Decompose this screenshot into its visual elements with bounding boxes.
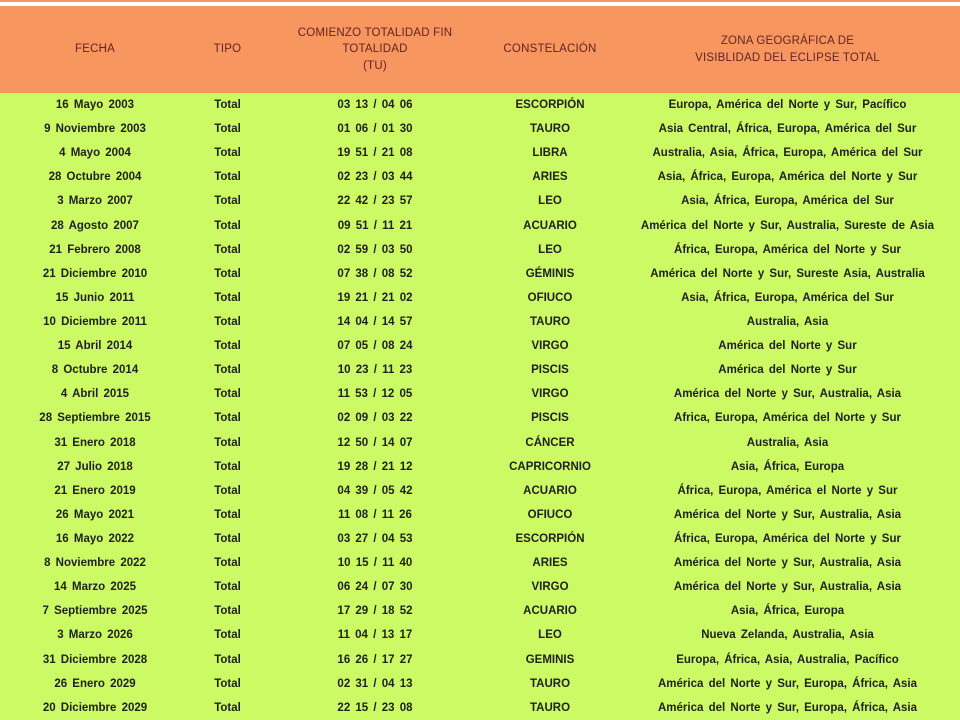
zona-cell: África, Europa, América el Norte y Sur [677, 484, 898, 497]
column-header-fecha: FECHA [75, 43, 115, 56]
constelacion-cell: ACUARIO [523, 605, 577, 618]
constelacion-cell: TAURO [529, 701, 571, 714]
tipo-cell: Total [214, 195, 241, 208]
tipo-cell: Total [214, 605, 241, 618]
tiempo-cell: 10 15 / 11 40 [337, 557, 413, 570]
tiempo-cell: 16 26 / 17 27 [337, 653, 413, 666]
tipo-cell: Total [214, 677, 241, 690]
table-row [0, 382, 960, 406]
fecha-cell: 20 Diciembre 2029 [42, 701, 148, 714]
zona-cell: Australia, Asia, África, Europa, América del Sur [652, 147, 923, 160]
tiempo-cell: 19 28 / 21 12 [337, 460, 413, 473]
fecha-cell: 9 Noviembre 2003 [44, 123, 146, 136]
tiempo-cell: 17 29 / 18 52 [337, 605, 413, 618]
constelacion-cell: ESCORPIÓN [515, 533, 585, 546]
table-row [0, 286, 960, 310]
constelacion-cell: ACUARIO [523, 219, 577, 232]
tipo-cell: Total [214, 460, 241, 473]
tipo-cell: Total [214, 653, 241, 666]
tipo-cell: Total [214, 557, 241, 570]
zona-cell: Asia, África, Europa, América del Sur [681, 291, 894, 304]
fecha-cell: 21 Enero 2019 [54, 484, 136, 497]
tiempo-cell: 11 53 / 12 05 [337, 388, 413, 401]
constelacion-cell: ARIES [532, 171, 568, 184]
tiempo-cell: 19 51 / 21 08 [337, 147, 413, 160]
zona-cell: Asia, África, Europa [730, 460, 845, 473]
fecha-cell: 28 Octubre 2004 [48, 171, 142, 184]
zona-cell: África, Europa, América del Norte y Sur [674, 243, 901, 256]
tiempo-cell: 22 15 / 23 08 [337, 701, 413, 714]
tiempo-cell: 02 23 / 03 44 [337, 171, 413, 184]
tiempo-cell: 03 27 / 04 53 [337, 533, 413, 546]
fecha-cell: 28 Septiembre 2015 [39, 412, 151, 425]
fecha-cell: 28 Agosto 2007 [51, 219, 139, 232]
table-row [0, 696, 960, 720]
constelacion-cell: LEO [538, 195, 562, 208]
fecha-cell: 15 Junio 2011 [55, 291, 135, 304]
constelacion-cell: PISCIS [531, 364, 569, 377]
constelacion-cell: OFIUCO [527, 291, 573, 304]
table-row [0, 358, 960, 382]
tipo-cell: Total [214, 701, 241, 714]
zona-cell: América del Norte y Sur, Australia, Asia [673, 508, 902, 521]
constelacion-cell: GEMINIS [525, 653, 575, 666]
zona-cell: Europa, África, Asia, Australia, Pacífico [676, 653, 899, 666]
constelacion-cell: VIRGO [531, 340, 569, 353]
column-header-zona-line1: ZONA GEOGRÁFICA DE [720, 35, 855, 48]
zona-cell: Europa, América del Norte y Sur, Pacífico [668, 99, 907, 112]
table-body [0, 93, 960, 720]
zona-cell: Australia, Asia [746, 436, 829, 449]
tiempo-cell: 03 13 / 04 06 [337, 99, 413, 112]
fecha-cell: 31 Diciembre 2028 [42, 653, 148, 666]
constelacion-cell: ARIES [532, 557, 568, 570]
fecha-cell: 15 Abril 2014 [57, 340, 133, 353]
constelacion-cell: LEO [538, 629, 562, 642]
tipo-cell: Total [214, 316, 241, 329]
tipo-cell: Total [214, 364, 241, 377]
column-header-zona [615, 33, 960, 65]
zona-cell: América del Norte y Sur, Australia, Asia [673, 557, 902, 570]
table-row [0, 672, 960, 696]
zona-cell: América del Norte y Sur, Australia, Sureste de Asia [640, 219, 935, 232]
zona-cell: América del Norte y Sur, Europa, África, Asia [658, 701, 917, 714]
table-row [0, 141, 960, 165]
fecha-cell: 10 Diciembre 2011 [43, 316, 147, 329]
table-row [0, 165, 960, 189]
tiempo-cell: 10 23 / 11 23 [337, 364, 413, 377]
zona-cell: América del Norte y Sur, Sureste Asia, Australia [650, 267, 925, 280]
fecha-cell: 7 Septiembre 2025 [42, 605, 148, 618]
tipo-cell: Total [214, 508, 241, 521]
tipo-cell: Total [214, 388, 241, 401]
table-row [0, 648, 960, 672]
table-row [0, 93, 960, 117]
constelacion-cell: CAPRICORNIO [509, 460, 591, 473]
tipo-cell: Total [214, 291, 241, 304]
tipo-cell: Total [214, 171, 241, 184]
constelacion-cell: OFIUCO [527, 508, 573, 521]
fecha-cell: 3 Marzo 2026 [57, 629, 133, 642]
fecha-cell: 14 Marzo 2025 [54, 581, 136, 594]
tipo-cell: Total [214, 219, 241, 232]
tiempo-cell: 01 06 / 01 30 [337, 123, 413, 136]
zona-cell: América del Norte y Sur [718, 364, 857, 377]
tiempo-cell: 11 08 / 11 26 [338, 508, 412, 521]
zona-cell: Australia, Asia [746, 316, 829, 329]
table-row [0, 214, 960, 238]
fecha-cell: 8 Noviembre 2022 [44, 557, 146, 570]
constelacion-cell: GÉMINIS [525, 267, 575, 280]
tiempo-cell: 12 50 / 14 07 [337, 436, 413, 449]
tiempo-cell: 22 42 / 23 57 [337, 195, 413, 208]
table-row [0, 527, 960, 551]
zona-cell: África, Europa, América del Norte y Sur [674, 533, 901, 546]
column-header-constelacion: CONSTELACIÓN [503, 43, 597, 56]
zona-cell: Asia, África, Europa [730, 605, 845, 618]
tipo-cell: Total [214, 99, 241, 112]
fecha-cell: 16 Mayo 2003 [55, 99, 135, 112]
column-header-tiempo-line2: (TU) [363, 59, 387, 72]
fecha-cell: 4 Mayo 2004 [59, 147, 131, 160]
tiempo-cell: 04 39 / 05 42 [337, 484, 413, 497]
constelacion-cell: VIRGO [531, 581, 569, 594]
fecha-cell: 27 Julio 2018 [57, 460, 133, 473]
zona-cell: América del Norte y Sur, Australia, Asia [673, 581, 902, 594]
table-row [0, 599, 960, 623]
tipo-cell: Total [214, 340, 241, 353]
table-row [0, 334, 960, 358]
column-header-tipo: TIPO [213, 43, 242, 56]
tiempo-cell: 09 51 / 11 21 [337, 219, 413, 232]
zona-cell: América del Norte y Sur, Europa, África, Asia [658, 677, 917, 690]
table-row [0, 551, 960, 575]
constelacion-cell: CÁNCER [525, 436, 575, 449]
constelacion-cell: PISCIS [531, 412, 569, 425]
column-header-tiempo-line1: COMIENZO TOTALIDAD FIN TOTALIDAD [297, 27, 453, 56]
tiempo-cell: 14 04 / 14 57 [337, 316, 413, 329]
table-row [0, 431, 960, 455]
fecha-cell: 21 Diciembre 2010 [42, 267, 148, 280]
tipo-cell: Total [214, 436, 241, 449]
zona-cell: Asia, África, Europa, América del Sur [681, 195, 894, 208]
table-row [0, 406, 960, 430]
fecha-cell: 31 Enero 2018 [54, 436, 136, 449]
zona-cell: Asia Central, África, Europa, América del Sur [658, 123, 917, 136]
tiempo-cell: 07 05 / 08 24 [337, 340, 413, 353]
tiempo-cell: 11 04 / 13 17 [337, 629, 413, 642]
tipo-cell: Total [214, 533, 241, 546]
constelacion-cell: VIRGO [531, 388, 569, 401]
tipo-cell: Total [214, 412, 241, 425]
constelacion-cell: LIBRA [532, 147, 568, 160]
table-row [0, 623, 960, 647]
table-row [0, 238, 960, 262]
tipo-cell: Total [214, 123, 241, 136]
constelacion-cell: ESCORPIÓN [515, 99, 585, 112]
table-row [0, 503, 960, 527]
column-header-tiempo [265, 25, 485, 73]
fecha-cell: 16 Mayo 2022 [55, 533, 135, 546]
table-header-row [0, 6, 960, 93]
fecha-cell: 26 Enero 2029 [54, 677, 136, 690]
zona-cell: Africa, Europa, América del Norte y Sur [674, 412, 901, 425]
fecha-cell: 8 Octubre 2014 [51, 364, 139, 377]
table-row [0, 189, 960, 213]
zona-cell: América del Norte y Sur [718, 340, 857, 353]
tipo-cell: Total [214, 581, 241, 594]
tiempo-cell: 07 38 / 08 52 [337, 267, 413, 280]
constelacion-cell: TAURO [529, 316, 571, 329]
tiempo-cell: 02 31 / 04 13 [337, 677, 413, 690]
tiempo-cell: 02 59 / 03 50 [337, 243, 413, 256]
fecha-cell: 21 Febrero 2008 [49, 243, 141, 256]
table-row [0, 479, 960, 503]
tipo-cell: Total [214, 484, 241, 497]
column-header-zona-line2: VISIBLIDAD DEL ECLIPSE TOTAL [695, 51, 880, 64]
tipo-cell: Total [214, 629, 241, 642]
constelacion-cell: TAURO [529, 123, 571, 136]
tipo-cell: Total [214, 243, 241, 256]
constelacion-cell: LEO [538, 243, 562, 256]
table-row [0, 262, 960, 286]
constelacion-cell: TAURO [529, 677, 571, 690]
fecha-cell: 4 Abril 2015 [60, 388, 130, 401]
fecha-cell: 26 Mayo 2021 [55, 508, 135, 521]
zona-cell: Nueva Zelanda, Australia, Asia [701, 629, 874, 642]
table-row [0, 310, 960, 334]
constelacion-cell: ACUARIO [523, 484, 577, 497]
zona-cell: Asia, África, Europa, América del Norte y Sur [657, 171, 918, 184]
table-row [0, 575, 960, 599]
tiempo-cell: 19 21 / 21 02 [337, 291, 413, 304]
table-row [0, 117, 960, 141]
zona-cell: América del Norte y Sur, Australia, Asia [673, 388, 902, 401]
table-row [0, 455, 960, 479]
tipo-cell: Total [214, 267, 241, 280]
tipo-cell: Total [214, 147, 241, 160]
tiempo-cell: 02 09 / 03 22 [337, 412, 413, 425]
fecha-cell: 3 Marzo 2007 [57, 195, 133, 208]
tiempo-cell: 06 24 / 07 30 [337, 581, 413, 594]
